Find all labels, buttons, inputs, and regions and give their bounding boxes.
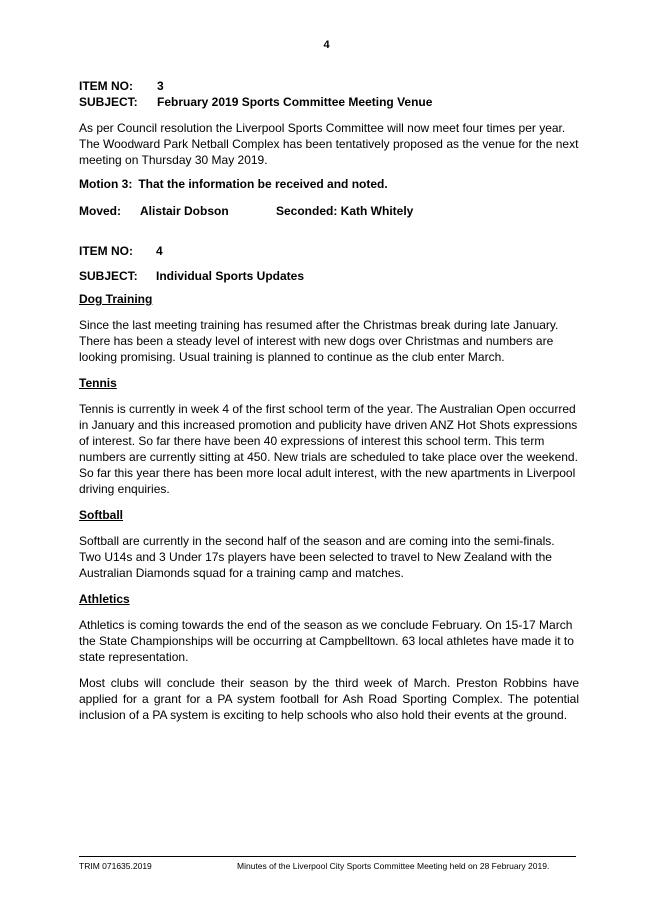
tennis-body: Tennis is currently in week 4 of the first school term of the year. The Australian Open occurred in January and this increased promotion and publicity have driven ANZ Hot Shots expressions of interest. So far there have been 40 expressions of interest this school term. This term numbers are currently sitting at 450. New trials are scheduled to take place over the weekend. So far this year there has been more local adult interest, with the new apartments in Liverpool driving enquiries. [79,402,578,496]
moved-row [79,203,579,219]
softball-heading: Softball [79,508,123,522]
softball-body: Softball are currently in the second half of the season and are coming into the semi-finals. Two U14s and 3 Under 17s players have been selected to travel to New Zealand with the Australian Diamonds squad for a training camp and matches. [79,534,555,580]
dog-training-heading: Dog Training [79,292,153,306]
item4-subject-label: SUBJECT: [79,269,138,283]
athletics-body-1: Athletics is coming towards the end of the season as we conclude February. On 15-17 March the State Championships will be occurring at Campbelltown. 63 local athletes have made it to state representation. [79,618,574,664]
item3-number-label: ITEM NO: [79,79,133,93]
motion-label: Motion 3: [79,177,133,191]
item3-number-row [79,78,579,94]
item3-subject-row [79,94,579,110]
footer-trim-ref: TRIM 071635.2019 [79,861,152,871]
item3-subject-label: SUBJECT: [79,95,138,109]
seconded-by: Seconded: Kath Whitely [276,204,414,218]
item3-number: 3 [157,79,164,93]
page-footer [79,856,576,871]
moved-by: Alistair Dobson [140,204,229,218]
dog-training-body: Since the last meeting training has resumed after the Christmas break during late January. There has been a steady level of interest with new dogs over Christmas and numbers are looking promising. Usual training is planned to continue as the club enter March. [79,318,559,364]
athletics-body-2: Most clubs will conclude their season by the third week of March. Preston Robbins have applied for a grant for a PA system football for Ash Road Sporting Complex. The potential inclusion of a PA system is exciting to help schools who also hold their events at the ground. [79,676,579,722]
item3-body: As per Council resolution the Liverpool Sports Committee will now meet four times per year. The Woodward Park Netball Complex has been tentatively proposed as the venue for the next meeting on Thursday 30 May 2019. [79,121,579,167]
item4-number-row [79,243,579,259]
page-number: 4 [323,39,330,51]
item4-subject: Individual Sports Updates [156,269,305,283]
moved-label: Moved: [79,204,121,218]
footer-minutes-title: Minutes of the Liverpool City Sports Committee Meeting held on 28 February 2019. [237,861,550,871]
athletics-heading: Athletics [79,592,130,606]
item4-number-label: ITEM NO: [79,244,133,258]
item4-number: 4 [156,244,163,258]
item4-subject-row [79,268,579,284]
document-body [79,78,579,723]
item3-subject: February 2019 Sports Committee Meeting Venue [157,95,433,109]
motion-row [79,176,579,192]
motion-text: That the information be received and noted. [138,177,388,191]
tennis-heading: Tennis [79,376,117,390]
